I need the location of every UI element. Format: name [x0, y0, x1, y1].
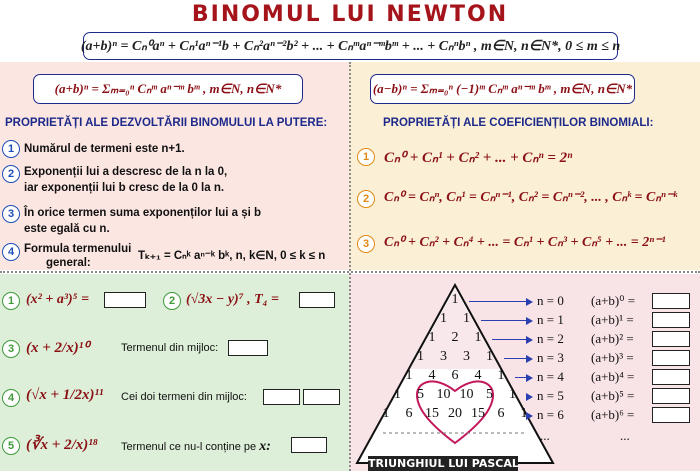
pascal-number: 6 — [451, 368, 459, 383]
vertical-divider — [349, 62, 351, 471]
exercise-5-answer-box[interactable] — [291, 437, 327, 453]
exercise-2-answer-box[interactable] — [299, 292, 335, 308]
exercise-5-label-variable: x: — [259, 439, 271, 454]
exercise-3-expression: (x + 2/x)¹⁰ — [26, 340, 90, 356]
row-power-expression: (a+b)³ = — [591, 350, 634, 365]
pascal-number: 1 — [451, 292, 459, 307]
row-n-label: n = 0 — [537, 293, 564, 308]
exercise-4-answer-box-2[interactable] — [303, 389, 340, 405]
property-4-line-1: Formula termenului — [24, 243, 132, 255]
exercise-3-label: Termenul din mijloc: — [121, 342, 219, 354]
row-answer-box[interactable] — [652, 407, 690, 423]
exercise-4-expression: (√x + 1/2x)¹¹ — [26, 387, 104, 403]
row-answer-box[interactable] — [652, 350, 690, 366]
row-n-label: n = 5 — [537, 388, 564, 403]
coefficient-prop-3-formula: Cₙ⁰ + Cₙ² + Cₙ⁴ + ... = Cₙ¹ + Cₙ³ + Cₙ⁵ + ... = 2ⁿ⁻¹ — [384, 235, 666, 250]
exercise-4-answer-box-1[interactable] — [263, 389, 300, 405]
pascal-number: 1 — [463, 311, 470, 326]
pascal-number: 1 — [440, 311, 447, 326]
coefficient-prop-2-number: 2 — [357, 190, 375, 208]
pascal-number: 1 — [382, 406, 390, 421]
row-answer-box[interactable] — [652, 369, 690, 385]
row-arrowhead — [526, 298, 533, 306]
pascal-banner: TRIUNGHIUL LUI PASCAL — [368, 457, 519, 470]
row-arrow — [481, 320, 529, 321]
row-n-label: n = 1 — [537, 312, 564, 327]
exercise-1-number: 1 — [2, 292, 20, 310]
continuation-dots: ... — [540, 428, 550, 443]
row-arrow — [504, 358, 529, 359]
row-arrow — [492, 339, 528, 340]
property-3-number: 3 — [2, 205, 20, 223]
pascal-number: 1 — [497, 368, 505, 383]
page-title: BINOMUL LUI NEWTON — [191, 2, 509, 27]
pascal-number: 3 — [463, 349, 470, 364]
pascal-number: 1 — [474, 330, 482, 345]
pascal-number: 10 — [436, 387, 451, 402]
exercise-5-label — [121, 439, 271, 455]
pascal-number: 5 — [486, 387, 493, 402]
row-arrowhead — [526, 355, 533, 363]
coefficient-prop-3-number: 3 — [357, 235, 375, 253]
row-arrowhead — [526, 374, 533, 382]
pascal-number: 4 — [474, 368, 482, 383]
expansion-properties-heading: PROPRIETĂȚI ALE DEZVOLTĂRII BINOMULUI LA PUTERE: — [5, 117, 328, 129]
row-answer-box[interactable] — [652, 312, 690, 328]
pascal-number: 1 — [486, 349, 493, 364]
pascal-number: 1 — [520, 406, 528, 421]
row-n-label: n = 4 — [537, 369, 564, 384]
exercise-2-number: 2 — [163, 292, 181, 310]
row-n-label: n = 3 — [537, 350, 564, 365]
horizontal-divider — [0, 271, 700, 273]
property-3-line-1: În orice termen suma exponenților lui a și b — [24, 207, 262, 219]
exercise-2-expression: (√3x − y)⁷ , T₄ = — [186, 292, 279, 307]
exercise-3-answer-box[interactable] — [228, 340, 268, 356]
pascal-number: 3 — [440, 349, 447, 364]
main-binomial-formula: (a+b)ⁿ = Cₙ⁰aⁿ + Cₙ¹aⁿ⁻¹b + Cₙ²aⁿ⁻²b² + ... + Cₙᵐaⁿ⁻ᵐbᵐ + ... + Cₙⁿbⁿ , m∈N, n∈N*, 0 ≤ m ≤ n — [83, 32, 618, 60]
exercise-1-expression: (x² + a³)⁵ = — [26, 292, 90, 307]
row-arrowhead — [526, 412, 533, 420]
row-power-expression: (a+b)⁴ = — [591, 369, 635, 384]
pascal-number: 15 — [425, 406, 439, 421]
row-n-label: n = 6 — [537, 407, 564, 422]
exercise-3-number: 3 — [2, 340, 20, 358]
row-arrow — [469, 301, 528, 302]
pascal-number: 1 — [428, 330, 436, 345]
row-arrowhead — [526, 336, 533, 344]
property-1-text: Numărul de termeni este n+1. — [24, 143, 185, 155]
row-answer-box[interactable] — [652, 293, 690, 309]
row-power-expression: (a+b)⁵ = — [591, 388, 635, 403]
property-4-number: 4 — [2, 243, 20, 261]
coefficient-prop-1-formula: Cₙ⁰ + Cₙ¹ + Cₙ² + ... + Cₙⁿ = 2ⁿ — [384, 150, 573, 166]
row-answer-box[interactable] — [652, 331, 690, 347]
pascal-number: 5 — [417, 387, 424, 402]
property-2-number: 2 — [2, 165, 20, 183]
exercise-1-answer-box[interactable] — [104, 292, 146, 308]
sum-formula-box: (a+b)ⁿ = Σₘ₌₀ⁿ Cₙᵐ aⁿ⁻ᵐ bᵐ , m∈N, n∈N* — [33, 74, 303, 104]
coefficient-properties-heading: PROPRIETĂȚI ALE COEFICIENȚILOR BINOMIALI: — [383, 117, 654, 129]
exercise-5-expression: (∛x + 2/x)¹⁸ — [26, 437, 98, 453]
property-4-line-2: general: — [46, 257, 91, 269]
pascal-number: 1 — [394, 387, 401, 402]
pascal-number: 1 — [509, 387, 516, 402]
row-power-expression: (a+b)¹ = — [591, 312, 634, 327]
property-2-line-2: iar exponenții lui b cresc de la 0 la n. — [24, 182, 225, 194]
general-term-formula: Tₖ₊₁ = Cₙᵏ aⁿ⁻ᵏ bᵏ, n, k∈N, 0 ≤ k ≤ n — [138, 250, 326, 262]
exercise-5-label-text: Termenul ce nu-l conține pe — [121, 441, 257, 453]
property-2-line-1: Exponenții lui a descresc de la n la 0, — [24, 166, 228, 178]
row-n-label: n = 2 — [537, 331, 564, 346]
exercise-4-label: Cei doi termeni din mijloc: — [121, 391, 247, 403]
coefficient-prop-1-number: 1 — [357, 148, 375, 166]
row-answer-box[interactable] — [652, 388, 690, 404]
pascal-number: 20 — [448, 406, 462, 421]
pascal-number: 1 — [405, 368, 413, 383]
row-arrowhead — [526, 393, 533, 401]
row-power-expression: (a+b)⁰ = — [591, 293, 636, 308]
row-power-expression: (a+b)² = — [591, 331, 634, 346]
continuation-dots: ... — [620, 428, 630, 443]
property-1-number: 1 — [2, 140, 20, 158]
exercise-4-number: 4 — [2, 389, 20, 407]
property-3-line-2: este egală cu n. — [24, 223, 110, 235]
pascal-number: 1 — [417, 349, 424, 364]
pascal-number: 4 — [428, 368, 436, 383]
pascal-number: 10 — [459, 387, 474, 402]
coefficient-prop-2-formula: Cₙ⁰ = Cₙⁿ, Cₙ¹ = Cₙⁿ⁻¹, Cₙ² = Cₙⁿ⁻², ... , Cₙᵏ = Cₙⁿ⁻ᵏ — [384, 190, 678, 205]
row-arrowhead — [526, 317, 533, 325]
pascal-number: 15 — [471, 406, 485, 421]
pascal-number: 6 — [405, 406, 413, 421]
pascal-number: 6 — [497, 406, 505, 421]
pascal-number: 2 — [451, 330, 459, 345]
row-power-expression: (a+b)⁶ = — [591, 407, 635, 422]
exercise-5-number: 5 — [2, 437, 20, 455]
alternating-sum-formula-box: (a−b)ⁿ = Σₘ₌₀ⁿ (−1)ᵐ Cₙᵐ aⁿ⁻ᵐ bᵐ , m∈N, n∈N* — [370, 74, 635, 104]
